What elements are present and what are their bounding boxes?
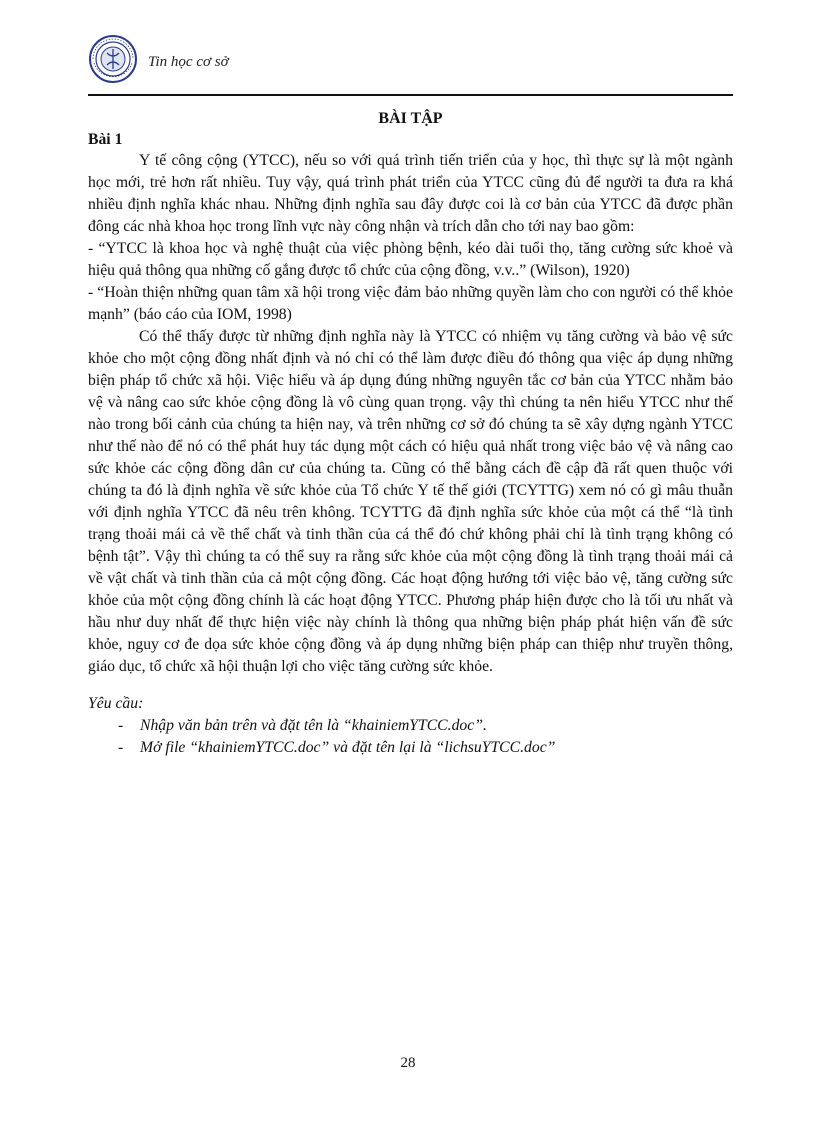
main-content <box>88 108 733 759</box>
requirement-text: Nhập văn bản trên và đặt tên là “khainiemYTCC.doc”. <box>140 717 487 734</box>
quote-iom: - “Hoàn thiện những quan tâm xã hội trong việc đảm bảo những quyền làm cho con người có thể khỏe mạnh” (báo cáo của IOM, 1998) <box>88 284 733 323</box>
section-title: BÀI TẬP <box>378 110 443 127</box>
requirement-text: Mở file “khainiemYTCC.doc” và đặt tên lại là “lichsuYTCC.doc” <box>140 739 556 756</box>
list-item <box>88 715 733 737</box>
university-seal-icon <box>88 34 138 84</box>
page-number: 28 <box>400 1055 416 1071</box>
requirements-list <box>88 715 733 759</box>
paragraph-intro: Y tế công cộng (YTCC), nếu so với quá trình tiến triển của y học, thì thực sự là một ngành học mới, trẻ hơn rất nhiều. Tuy vậy, quá trình phát triển của YTCC cũng đủ để người ta đưa ra khá nhiều định nghĩa khác nhau. Những định nghĩa sau đây được coi là cơ bản của YTCC đã được phần đông các nhà khoa học trong lĩnh vực này công nhận và trích dẫn cho tới nay bao gồm: <box>88 152 733 235</box>
header-divider <box>88 94 733 96</box>
list-dash: - <box>118 717 124 734</box>
list-dash: - <box>118 739 124 756</box>
requirements-heading: Yêu cầu: <box>88 695 144 712</box>
header-title: Tin học cơ sở <box>148 54 229 70</box>
page-header <box>88 34 734 94</box>
quote-wilson: - “YTCC là khoa học và nghệ thuật của việc phòng bệnh, kéo dài tuổi thọ, tăng cường sức khoẻ và hiệu quả thông qua những cố gắng được tổ chức của cộng đồng, v.v..” (Wilson), 1920) <box>88 240 733 279</box>
exercise-label: Bài 1 <box>88 131 123 148</box>
paragraph-main: Có thể thấy được từ những định nghĩa này là YTCC có nhiệm vụ tăng cường và bảo vệ sức khỏe cho một cộng đồng nhất định và nó chỉ có thể làm được điều đó thông qua việc áp dụng những biện pháp tổ chức xã hội. Việc hiểu và áp dụng đúng những nguyên tắc cơ bản của YTCC nhằm bảo vệ và nâng cao sức khỏe cộng đồng là vô cùng quan trọng. vậy thì chúng ta nên hiểu YTCC như thế nào trong bối cảnh của chúng ta hiện nay, và trên những cơ sở đó chúng ta sẽ xây dựng ngành YTCC như thế nào để nó có thể phát huy tác dụng một cách có hiệu quả nhất trong việc bảo vệ và nâng cao sức khỏe các cộng đồng dân cư của chúng ta. Cũng có thể bằng cách đề cập đã rất quen thuộc với chúng ta đó là định nghĩa về sức khỏe của Tổ chức Y tế thế giới (TCYTTG) xem nó có gì mâu thuẫn với định nghĩa YTCC đã nêu trên không. TCYTTG đã định nghĩa sức khỏe của một cá thể “là tình trạng thoải mái cả về thể chất và tinh thần của cá thể đó chứ không phải chỉ là tình trạng không có bệnh tật”. Vậy thì chúng ta có thể suy ra rằng sức khỏe của một cộng đồng là tình trạng thoải mái cả về vật chất và tinh thần của cả một cộng đồng. Các hoạt động hướng tới việc bảo vệ, tăng cường sức khỏe của một cộng đồng chính là các hoạt động YTCC. Phương pháp hiện được cho là tối ưu nhất và hầu như duy nhất để thực hiện việc này chính là thông qua những biện pháp phát hiện vấn đề sức khỏe, nguy cơ đe dọa sức khỏe cộng đồng và áp dụng những biện pháp can thiệp như truyền thông, giáo dục, tổ chức xã hội thuận lợi cho việc tăng cường sức khỏe. <box>88 328 733 675</box>
requirements-section <box>88 693 733 759</box>
list-item <box>88 737 733 759</box>
